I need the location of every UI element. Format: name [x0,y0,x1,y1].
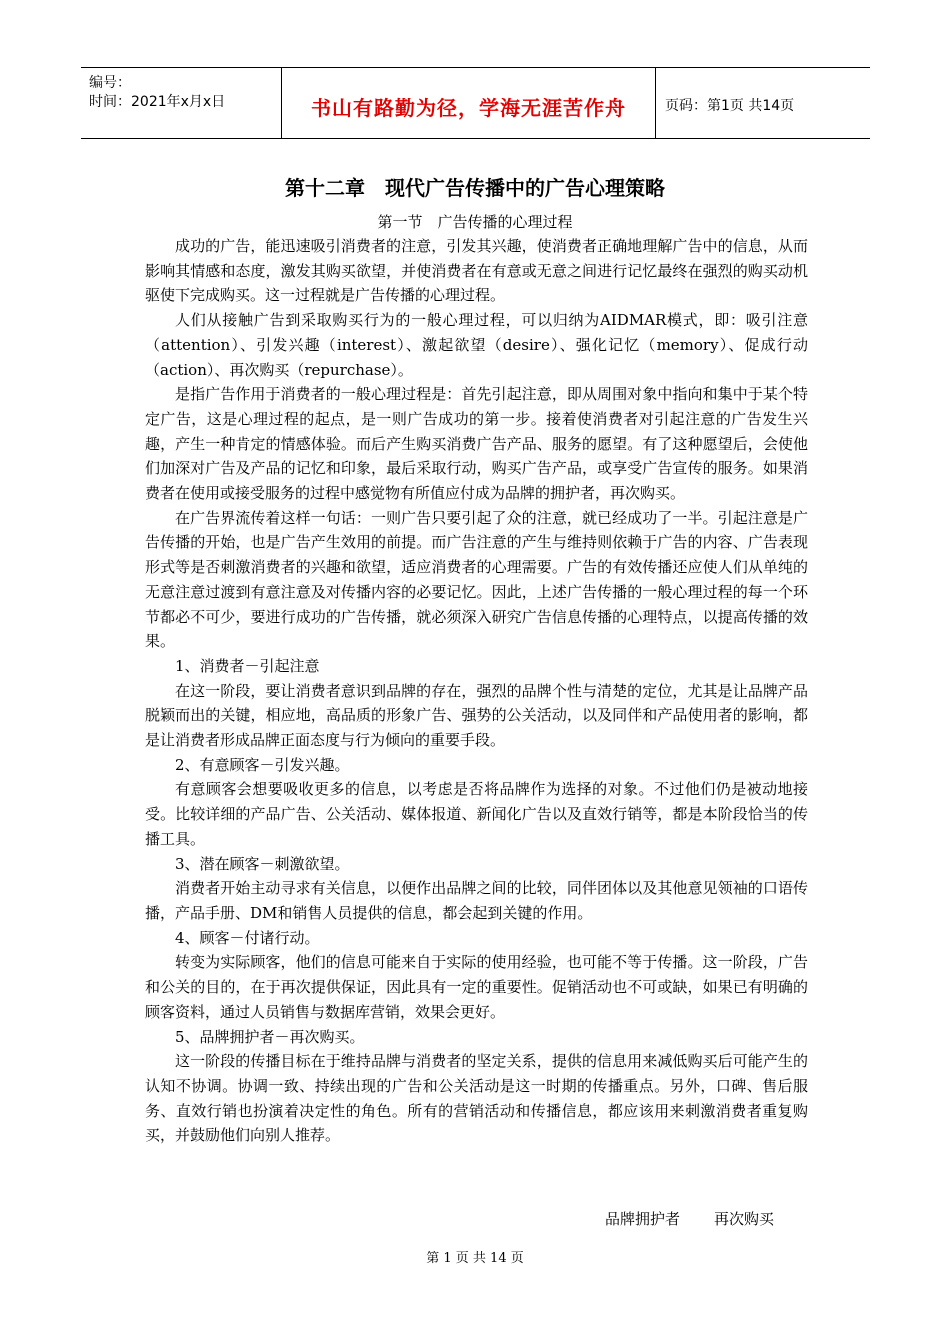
paragraph: 是指广告作用于消费者的一般心理过程是：首先引起注意，即从周围对象中指向和集中于某个特定广告，这是心理过程的起点，是一则广告成功的第一步。接着使消费者对引起注意的广告发生兴趣，产生一种肯定的情感体验。而后产生购买消费广告产品、服务的愿望。有了这种愿望后，会使他们加深对广告及产品的记忆和印象，最后采取行动，购买广告产品，或享受广告宣传的服务。如果消费者在使用或接受服务的过程中感觉物有所值应付成为品牌的拥护者，再次购买。 [145,385,808,503]
list-heading: 5、品牌拥护者－再次购买。 [175,1027,365,1046]
document-body [145,234,808,1148]
signature-left: 品牌拥护者 [605,1210,681,1228]
header-right-cell [655,68,870,138]
paragraph: 在这一阶段，要让消费者意识到品牌的存在，强烈的品牌个性与清楚的定位，尤其是让品牌产品脱颖而出的关键，相应地，高品质的形象广告、强势的公关活动，以及同伴和产品使用者的影响，都是让消费者形成品牌正面态度与行为倾向的重要手段。 [145,681,808,750]
list-heading: 2、有意顾客－引发兴趣。 [175,755,350,774]
paragraph: 成功的广告，能迅速吸引消费者的注意，引发其兴趣，使消费者正确地理解广告中的信息，从而影响其情感和态度，激发其购买欲望，并使消费者在有意或无意之间进行记忆最终在强烈的购买动机驱使下完成购买。这一过程就是广告传播的心理过程。 [145,237,808,305]
page-footer: 第 1 页 共 14 页 [426,1251,524,1266]
list-heading: 1、消费者－引起注意 [175,656,320,675]
paragraph: 这一阶段的传播目标在于维持品牌与消费者的坚定关系，提供的信息用来减低购买后可能产生的认知不协调。协调一致、持续出现的广告和公关活动是这一时期的传播重点。另外，口碑、售后服务、直效行销也扮演着决定性的角色。所有的营销活动和传播信息，都应该用来刺激消费者重复购买，并鼓励他们向别人推荐。 [145,1052,808,1145]
time-label: 时间：2021年x月x日 [89,94,226,110]
paragraph: 人们从接触广告到采取购买行为的一般心理过程，可以归纳为AIDMAR模式，即：吸引注意（attention）、引发兴趣（interest）、激起欲望（desire）、强化记忆（memory）、促成行动（action）、再次购买（repurchase）。 [145,311,808,379]
list-heading: 4、顾客－付诸行动。 [175,928,320,947]
section-title: 第一节 广告传播的心理过程 [377,213,573,231]
paragraph: 消费者开始主动寻求有关信息，以便作出品牌之间的比较，同伴团体以及其他意见领袖的口语传播，产品手册、DM和销售人员提供的信息，都会起到关键的作用。 [145,879,808,922]
list-heading: 3、潜在顾客－刺激欲望。 [175,854,350,873]
number-label: 编号： [89,75,131,91]
page-header [81,67,870,139]
paragraph: 有意顾客会想要吸收更多的信息，以考虑是否将品牌作为选择的对象。不过他们仍是被动地接受。比较详细的产品广告、公关活动、媒体报道、新闻化广告以及直效行销等，都是本阶段恰当的传播工具。 [145,780,808,848]
paragraph: 转变为实际顾客，他们的信息可能来自于实际的使用经验，也可能不等于传播。这一阶段，广告和公关的目的，在于再次提供保证，因此具有一定的重要性。促销活动也不可或缺，如果已有明确的顾客资料，通过人员销售与数据库营销，效果会更好。 [145,953,808,1021]
header-left-cell [81,68,281,138]
signature-right: 再次购买 [714,1210,775,1228]
chapter-title: 第十二章 现代广告传播中的广告心理策略 [285,176,665,200]
motto-text: 书山有路勤为径，学海无涯苦作舟 [311,96,626,120]
header-motto-cell [281,68,656,138]
paragraph: 在广告界流传着这样一句话：一则广告只要引起了众的注意，就已经成功了一半。引起注意是广告传播的开始，也是广告产生效用的前提。而广告注意的产生与维持则依赖于广告的内容、广告表现形式等是否刺激消费者的兴趣和欲望，适应消费者的心理需要。广告的有效传播还应使人们从单纯的无意注意过渡到有意注意及对传播内容的必要记忆。因此，上述广告传播的一般心理过程的每一个环节都必不可少，要进行成功的广告传播，就必须深入研究广告信息传播的心理特点，以提高传播的效果。 [145,508,808,651]
page-info: 页码：第1页 共14页 [665,98,795,114]
